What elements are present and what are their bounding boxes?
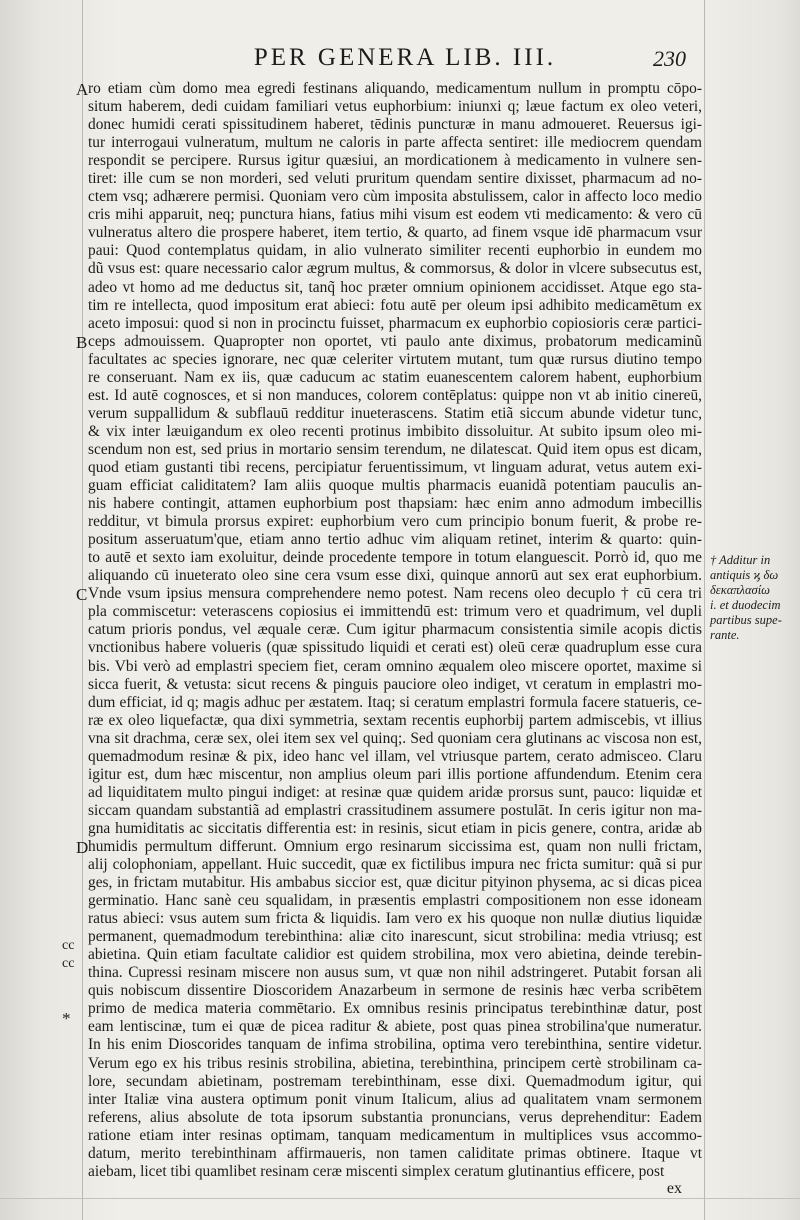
text-line: igitur est, dum hæc miscentur, non amplius oleum pari illis portione affundendum. Etenim cera	[88, 765, 702, 783]
text-line: alij colophoniam, appellant. Huic succedit, quæ ex fictilibus impura nec fricta sumitur: quã si pur	[88, 856, 702, 874]
text-line: humidis permultum differunt. Omnium ergo resinarum siccissima est, quam non nulli frictam,	[88, 837, 702, 855]
text-line: guam efficiat caliditatem? Iam aliis quoque multis pharmacis euanidã potentiam pauculis an-	[88, 477, 702, 495]
margin-quote-marker: cc	[62, 956, 75, 971]
text-line: scendum non est, sed prius in mortario sensim terendum, ne dilatescat. Quid item opus est dicam,	[88, 440, 702, 458]
text-line: ro etiam cùm domo mea egredi festinans aliquando, medicamentum nullum in promptu cōpo-	[88, 80, 702, 97]
text-line: aliquando cū inueterato oleo sine cera vsum esse dixi, quinque annorū aut sex erat euphorbium.	[88, 567, 702, 585]
margin-asterisk-marker: *	[62, 1009, 71, 1028]
section-letter-c: C	[76, 585, 88, 604]
page-header	[170, 44, 700, 78]
running-head: PER GENERA LIB. III.	[253, 44, 557, 71]
text-line: quemadmodum resinæ & pix, ideo hanc vel illam, vel vtriusque partem, cerato admisceo. Claru	[88, 747, 702, 765]
section-letter-a: A	[76, 80, 89, 99]
text-line: ctem vsq; adhærere permisi. Quoniam vero cùm imposita abstulissem, calor in affecto loco medio	[88, 188, 702, 206]
text-line: vna sit drachma, ceræ sex, olei item sex vel quinq;. Sed quoniam cera glutinans ac viscosa non est,	[88, 729, 702, 747]
text-line: thina. Cupressi resinam miscere non ausus sum, vt quæ non nihil adstringeret. Putabit forsan ali	[88, 964, 702, 982]
text-line: gna humiditatis ac siccitatis differentia est: in resinis, sicut etiam in picis genere, contra, aridæ ab	[88, 819, 702, 837]
text-line: ceps admouissem. Quapropter non oportet, vti paulo ante diximus, probatorum medicaminũ	[88, 332, 702, 350]
text-line: est. Id autē cognosces, et si non manduces, colorem contēplatus: quippe non vt ab initio cinereū,	[88, 386, 702, 404]
body-text	[88, 80, 702, 1181]
text-line: Vnde vsum ipsius mensura comprehendere nemo potest. Nam recens oleo decuplo † cū cera tri	[88, 585, 702, 603]
side-note-line: i. et duodecim	[710, 598, 781, 612]
text-line: permanent, quemadmodum terebinthina: aliæ cito inarescunt, sicut strobilina: media vtriusq; est	[88, 928, 702, 946]
side-note-line: antiquis ϗ δω	[710, 568, 779, 582]
text-line: donec humidi cerati spissitudinem haberet, tēdinis puncturæ in manu admoueret. Reuersus igi-	[88, 116, 702, 134]
text-line: paui: Quod contemplatus quidam, in alio vulnerato similiter recenti euphorbio in eundem mo	[88, 242, 702, 260]
text-line: bis. Vbi verò ad emplastri speciem fiet, ceram omnino æqualem oleo miscere oportet, maxime si	[88, 657, 702, 675]
left-margin-rule	[82, 0, 83, 1220]
side-note-line: rante.	[710, 628, 740, 642]
text-line: ræ ex oleo liquefactæ, qua dixi symmetria, sextam recentis euphorbij partem admiscebis, vt illius	[88, 711, 702, 729]
text-line: inter Italiæ vina austera optimum ponit vinum Italicum, alius ad qualitatem vnam sermonem	[88, 1090, 702, 1108]
text-line: ratus abieci: vsus autem sum fricta & liquidis. Iam vero ex his quoque non nullæ diutius liquidæ	[88, 910, 702, 928]
catchword: ex	[666, 1180, 682, 1197]
text-line: pla commiscetur: veterascens copiosius ei immittendū est: trimum vero et quadrimum, vel dupli	[88, 603, 702, 621]
text-line: to autē et sexto iam exoluitur, deinde procedente tempore in totum elanguescit. Porrò id, quo me	[88, 549, 702, 567]
text-line: tim re intellecta, quod impositum erat abieci: fotu autē per oleum ipsi adhibito medicamētum ex	[88, 296, 702, 314]
right-margin-rule	[704, 0, 705, 1220]
text-line: re conseruant. Nam ex iis, quæ caducum ac statim euanescentem calorem habent, euphorbium	[88, 368, 702, 386]
text-line: & vix inter læuigandum ex oleo recenti protinus imbibito dissoluitur. At subito ipsum oleo mi-	[88, 422, 702, 440]
text-line: eam lentiscinæ, tum ei quæ de picea raditur & abiete, post quas pinea strobilina'que numeratur.	[88, 1018, 702, 1036]
text-line: Verum ego ex his tribus resinis strobilina, abietina, terebinthina, principem certè strobilinam ca-	[88, 1054, 702, 1072]
page-number: 230	[653, 46, 686, 71]
margin-quote-marker: cc	[62, 938, 75, 953]
text-line: ges, in frictam mutabitur. His ambabus siccior est, quæ dicitur pityinon physema, ac si dicas picea	[88, 874, 702, 892]
text-line: vulneratus altero die prospere haberet, item tertio, & quarto, ad finem vsque idē pharmacum vsur	[88, 224, 702, 242]
text-line: In his enim Dioscorides tanquam de infima strobilina, optima vero terebinthina, sentire videtur.	[88, 1036, 702, 1054]
text-line: sicca fuerit, & vetusta: sicut recens & pinguis pauciore oleo indiget, vt ceratum in emplastri mo-	[88, 675, 702, 693]
text-line: germinatio. Hanc sanè ceu squalidam, in præsentis emplastri compositionem non esse idoneam	[88, 892, 702, 910]
text-line: adeo vt homo ad me deductus sit, tanq̃ hoc præter omnium opinionem accidisset. Atque ego sta-	[88, 278, 702, 296]
text-line: aceto imposui: quod si non in procinctu fuisset, pharmacum ex euphorbio copiosioris ceræ partici-	[88, 314, 702, 332]
text-line: vnctionibus habere volueris (quæ spissitudo liquidi et cerati est) oleū ceræ quadruplum esse cura	[88, 639, 702, 657]
text-line: siccam quandam substantiã ad emplastri crassitudinem assumere postulāt. In ceris igitur non ma-	[88, 801, 702, 819]
text-line: dum efficiat, id q; magis adhuc per æstatem. Itaq; si ceratum emplastri formula facere statueris, ce-	[88, 693, 702, 711]
text-line: facultates ac species ignorare, nec quæ celeriter virtutem mutant, tum quæ rursus diutino tempo	[88, 350, 702, 368]
text-line: tiret: ille cum se non morderi, sed veluti pruritum quendam sentire dixisset, pharmacum ad no-	[88, 170, 702, 188]
text-line: cris mihi apparuit, neq; punctura hians, fatius mihi visum est eodem vti medicamento: & vero cū	[88, 206, 702, 224]
text-line: lore, secundam abietinam, postremam terebinthinam, esse dixi. Quemadmodum igitur, qui	[88, 1072, 702, 1090]
side-note-line: δεκαπλασίω	[710, 583, 770, 597]
text-line: ratione etiam inter resinas optimam, tanquam medicamentum in multiplices vsus accommo-	[88, 1126, 702, 1144]
text-line: primo de medica materia commētario. Ex omnibus resinis principatus terebinthinæ datur, post	[88, 1000, 702, 1018]
text-line: nis habere contingit, attamen euphorbium post thapsiam: hæc enim anno admodum imbecillis	[88, 495, 702, 513]
text-line: redditur, vt bimula prorsus expiret: euphorbium vero cum principio bonum fuerit, & probe re-	[88, 513, 702, 531]
text-line: tur interrogaui vulneratum, multum ne caloris in parte affecta sentiret: ille mediocrem quendam	[88, 134, 702, 152]
side-note-line: † Additur in	[710, 553, 771, 567]
side-note-line: partibus supe-	[710, 613, 782, 627]
text-line: quod etiam gustanti tibi recens, percipiatur feruentissimum, vt linguam adurat, vetus autem exi-	[88, 458, 702, 476]
text-line: quis nobiscum dissentire Dioscoridem Anazarbeum in sermone de resinis hæc verba scribētem	[88, 982, 702, 1000]
text-line: verum suppallidum & subflauū redditur inueterascens. Statim etiã siccum abunde videtur tunc,	[88, 404, 702, 422]
text-line: catum prioris pondus, vel æquale ceræ. Cum igitur pharmacum consistentia simile acopis dictis	[88, 621, 702, 639]
text-line: datum, merito terebinthinam affirmaueris, non tamen caliditate primas obtinere. Itaque vt	[88, 1144, 702, 1162]
text-line: situm haberem, dedi cuidam familiari vetus euphorbium: iniunxi q; læue factum ex oleo veteri,	[88, 98, 702, 116]
text-line: respondit se percipere. Rursus igitur quæsiui, an mordicationem à medicamento in vulnere sen-	[88, 152, 702, 170]
bottom-margin-rule	[0, 1198, 800, 1199]
text-line: abietina. Quin etiam facultate calidior est quidem strobilina, mox vero abietina, deinde terebin-	[88, 946, 702, 964]
section-letter-d: D	[76, 838, 89, 857]
text-line: positum asseruatum'que, etiam anno tertio adhuc vim aliquam retinet, interim & quarto: quin-	[88, 531, 702, 549]
text-line: referens, alius absolute de tota ipsorum substantia pronuncians, verus deprehenditur: Eadem	[88, 1108, 702, 1126]
section-letter-b: B	[76, 333, 88, 352]
side-note	[710, 553, 798, 643]
text-line: dũ vsus est: quare necessario calor ægrum multus, & commorsus, & dolor in vlcere subsecutus est,	[88, 260, 702, 278]
text-line: ad liquiditatem multo pingui indiget: at resinæ quæ quidem aridæ prorsus sunt, pauco: liquidæ et	[88, 783, 702, 801]
text-line: aiebam, licet tibi quamlibet resinam ceræ miscenti simplex ceratum glutinantius efficere, post	[88, 1162, 665, 1180]
